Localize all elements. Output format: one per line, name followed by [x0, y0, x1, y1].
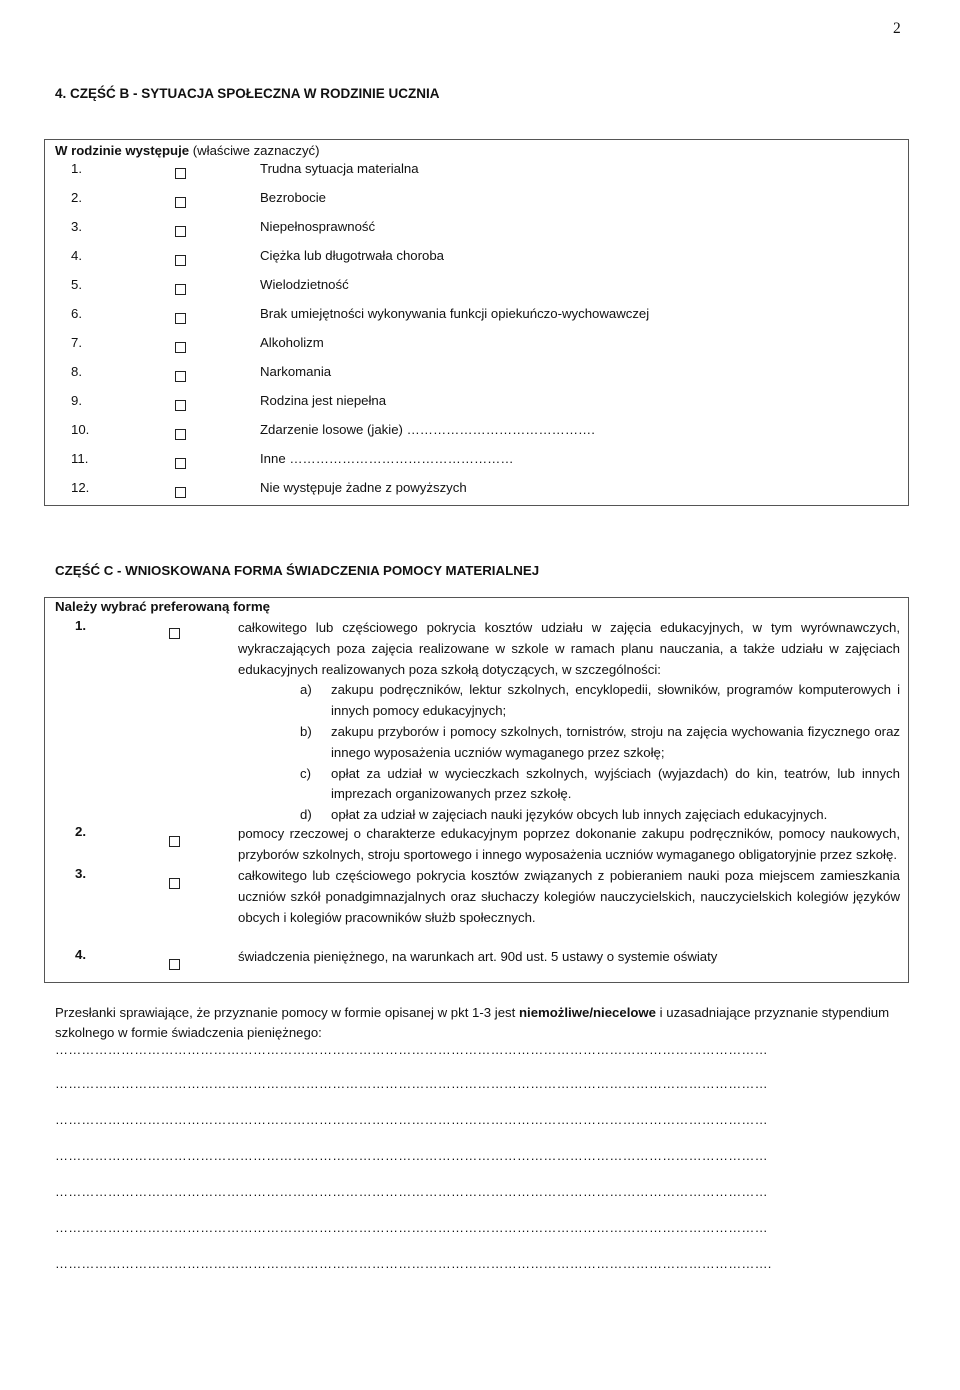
family-situation-header-bold: W rodzinie występuje [55, 143, 190, 158]
aid-suboption-c [238, 764, 900, 806]
family-item-label: Niepełnosprawność [260, 219, 376, 234]
aid-option-checkbox-4[interactable] [169, 959, 180, 970]
aid-option-number: 1. [75, 618, 87, 633]
family-item-label: Alkoholizm [260, 335, 324, 350]
aid-option-number: 2. [75, 824, 87, 839]
aid-option-text: całkowitego lub częściowego pokrycia kosztów związanych z pobieraniem nauki poza miejscem zamieszkania uczniów szkół ponadgimnazjalnych oraz słuchaczy kolegiów nauczycielskich, nauczycielskich kolegiów języków obcych i kolegiów pracowników służb społecznych. [238, 868, 900, 925]
family-item-number: 11. [71, 451, 89, 466]
family-item-8 [45, 364, 908, 386]
family-situation-box [44, 139, 909, 506]
family-item-label: Brak umiejętności wykonywania funkcji opiekuńczo-wychowawczej [260, 306, 650, 321]
family-item-number: 9. [71, 393, 82, 408]
aid-suboptions [238, 680, 900, 826]
aid-option-checkbox-2[interactable] [169, 836, 180, 847]
aid-option-text: świadczenia pieniężnego, na warunkach art. 90d ust. 5 ustawy o systemie oświaty [238, 949, 718, 964]
family-item-number: 12. [71, 480, 90, 495]
suboption-letter: a) [300, 682, 312, 698]
answer-dot-line[interactable]: ……………………………………………………………………………………………………………………………………………… [55, 1076, 768, 1091]
family-item-number: 1. [71, 161, 82, 176]
family-item-label: Trudna sytuacja materialna [260, 161, 419, 176]
family-item-label: Narkomania [260, 364, 332, 379]
aid-option-text: pomocy rzeczowej o charakterze edukacyjnym poprzez dokonanie zakupu podręczników, pomocy naukowych, przyborów szkolnych, stroju sportowego i innego wyposażenia uczniów wymaganego obligatoryjnie przez szkołę. [238, 826, 900, 862]
suboption-text: opłat za udział w zajęciach nauki języków obcych lub innych zajęciach edukacyjnych. [331, 807, 828, 823]
family-item-10 [45, 422, 908, 444]
family-item-checkbox[interactable] [175, 429, 186, 440]
family-item-number: 5. [71, 277, 82, 292]
suboption-text: zakupu podręczników, lektur szkolnych, encyklopedii, słowników, programów komputerowych i innych pomocy edukacyjnych; [331, 682, 900, 719]
family-item-number: 8. [71, 364, 82, 379]
aid-form-box [44, 597, 909, 983]
aid-option-2 [238, 824, 900, 866]
family-item-checkbox[interactable] [175, 284, 186, 295]
family-item-number: 2. [71, 190, 82, 205]
family-item-4 [45, 248, 908, 270]
family-item-label: Nie występuje żadne z powyższych [260, 480, 467, 495]
family-item-3 [45, 219, 908, 241]
aid-option-number: 4. [75, 947, 87, 962]
family-item-label: Ciężka lub długotrwała choroba [260, 248, 445, 263]
suboption-letter: d) [300, 807, 312, 823]
family-item-1 [45, 161, 908, 183]
suboption-text: opłat za udział w wycieczkach szkolnych, wyjściach (wyjazdach) do kin, teatrów, lub innych imprezach organizowanych przez szkołę. [331, 765, 900, 802]
family-item-9 [45, 393, 908, 415]
aid-option-3 [238, 866, 900, 928]
aid-form-header: Należy wybrać preferowaną formę [55, 599, 271, 614]
family-item-number: 7. [71, 335, 82, 350]
premises-paragraph [55, 1003, 907, 1043]
family-item-number: 3. [71, 219, 82, 234]
suboption-letter: c) [300, 765, 311, 781]
premises-text-before: Przesłanki sprawiające, że przyznanie pomocy w formie opisanej w pkt 1-3 jest [55, 1005, 519, 1020]
suboption-text: zakupu przyborów i pomocy szkolnych, tornistrów, stroju na zajęcia wychowania fizycznego oraz innego wyposażenia uczniów wymaganego przez szkołę; [331, 723, 900, 760]
family-item-label: Zdarzenie losowe (jakie) ……………………………………. [260, 422, 595, 437]
family-item-checkbox[interactable] [175, 371, 186, 382]
answer-dot-line[interactable]: ……………………………………………………………………………………………………………………………………………… [55, 1184, 768, 1199]
aid-option-number: 3. [75, 866, 87, 881]
family-item-5 [45, 277, 908, 299]
family-item-checkbox[interactable] [175, 168, 186, 179]
family-item-checkbox[interactable] [175, 400, 186, 411]
answer-dot-line[interactable]: ………………………………………………………………………………………………………………………………………………. [55, 1256, 772, 1271]
family-situation-header [55, 143, 320, 158]
family-item-11 [45, 451, 908, 473]
aid-suboption-b [238, 722, 900, 764]
family-item-checkbox[interactable] [175, 342, 186, 353]
answer-dot-line[interactable]: ……………………………………………………………………………………………………………………………………………… [55, 1148, 768, 1163]
answer-dot-line[interactable]: ……………………………………………………………………………………………………………………………………………… [55, 1042, 768, 1057]
aid-option-text: całkowitego lub częściowego pokrycia kosztów udziału w zajęcia edukacyjnych, w tym wyrównawczych, wykraczających poza zajęcia realizowane w szkole w ramach planu nauczania, a także udziału w zajęciach edukacyjnych realizowanych poza szkołą dotyczących, w szczególności: [238, 620, 900, 677]
section-b-title: 4. CZĘŚĆ B - SYTUACJA SPOŁECZNA W RODZINIE UCZNIA [55, 86, 440, 101]
family-item-label: Bezrobocie [260, 190, 326, 205]
page-number: 2 [893, 20, 901, 37]
family-item-checkbox[interactable] [175, 458, 186, 469]
family-item-number: 6. [71, 306, 82, 321]
family-item-7 [45, 335, 908, 357]
section-c-title: CZĘŚĆ C - WNIOSKOWANA FORMA ŚWIADCZENIA POMOCY MATERIALNEJ [55, 563, 540, 578]
aid-suboption-d [238, 805, 900, 826]
premises-text-bold: niemożliwe/niecelowe [518, 1005, 657, 1020]
family-item-label: Inne …………………………………………… [260, 451, 514, 466]
answer-dot-line[interactable]: ……………………………………………………………………………………………………………………………………………… [55, 1112, 768, 1127]
family-item-checkbox[interactable] [175, 197, 186, 208]
family-item-2 [45, 190, 908, 212]
family-item-checkbox[interactable] [175, 226, 186, 237]
family-item-number: 4. [71, 248, 82, 263]
family-item-checkbox[interactable] [175, 487, 186, 498]
family-item-label: Rodzina jest niepełna [260, 393, 387, 408]
family-item-checkbox[interactable] [175, 255, 186, 266]
aid-option-checkbox-3[interactable] [169, 878, 180, 889]
aid-option-4 [238, 947, 900, 968]
premises-text-after: i uzasadniające przyznanie stypendium szkolnego w formie świadczenia pieniężnego: [55, 1005, 890, 1040]
family-item-checkbox[interactable] [175, 313, 186, 324]
aid-option-1 [238, 618, 900, 826]
aid-option-checkbox-1[interactable] [169, 628, 180, 639]
aid-suboption-a [238, 680, 900, 722]
family-item-number: 10. [71, 422, 90, 437]
family-item-12 [45, 480, 908, 502]
family-item-6 [45, 306, 908, 328]
family-item-label: Wielodzietność [260, 277, 349, 292]
suboption-letter: b) [300, 723, 312, 739]
family-situation-header-note: (właściwe zaznaczyć) [189, 143, 320, 158]
answer-dot-line[interactable]: ……………………………………………………………………………………………………………………………………………… [55, 1220, 768, 1235]
